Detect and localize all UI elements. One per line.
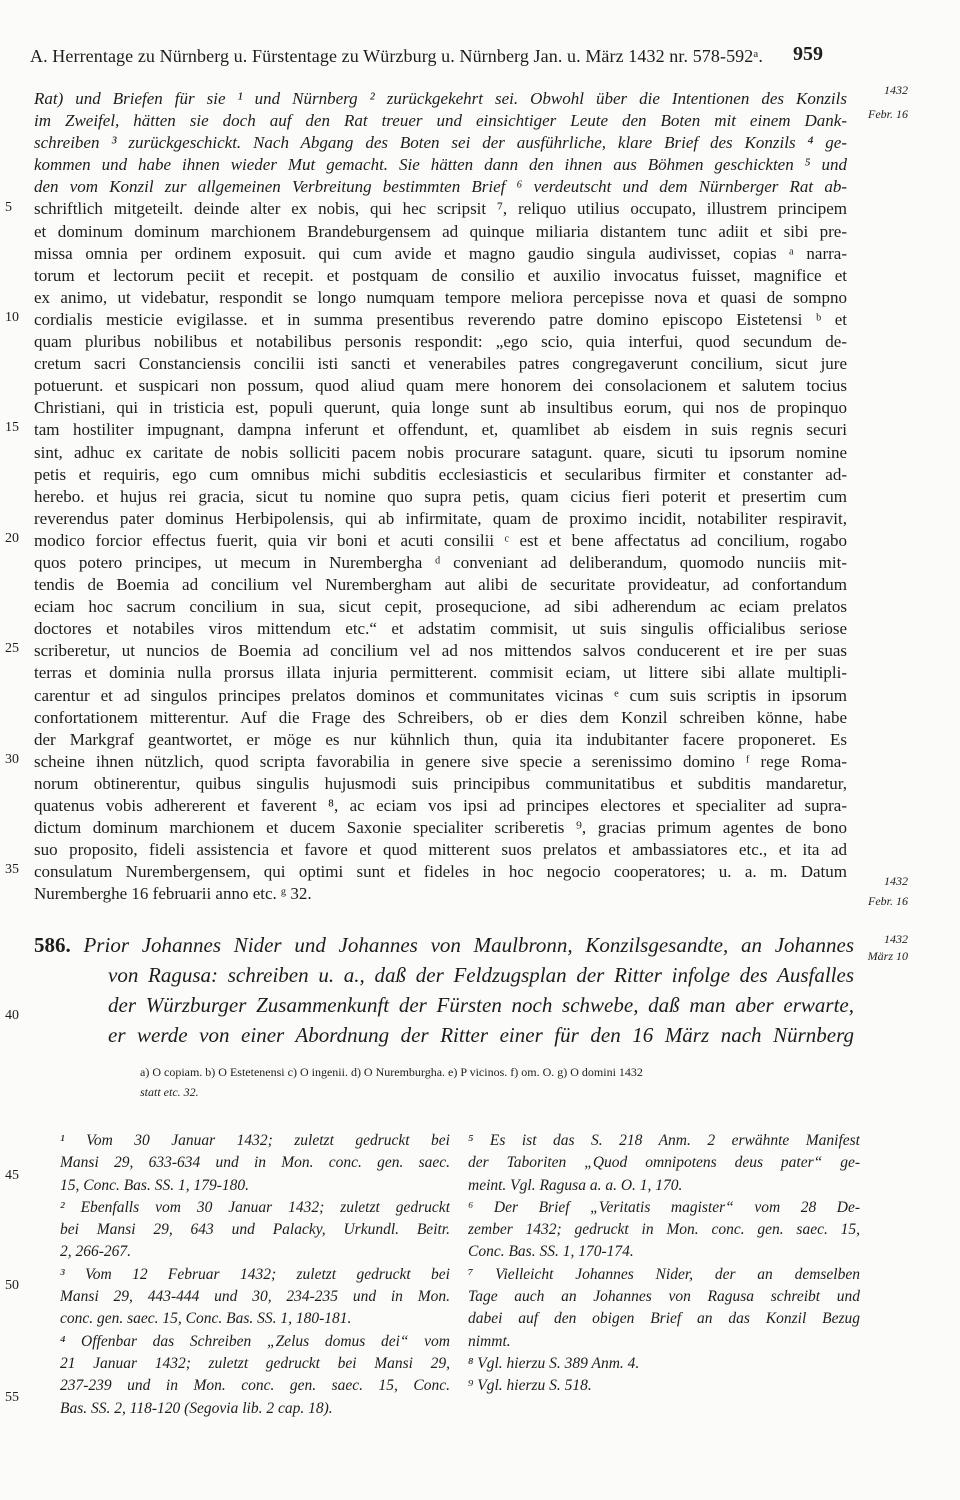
line-number: 40 <box>5 1008 19 1023</box>
page-number: 959 <box>793 43 823 65</box>
body-line: suo proposito, fideli assistencia et favore et quod mitterent suos prelatos et ambassiatores etc., et ita ad <box>34 840 847 860</box>
body-line: kommen und habe ihnen wieder Mut gemacht. Sie hätten dann den ihnen aus Böhmen geschickten ⁵ und <box>34 155 847 175</box>
body-line: scriberetur, ut nuncios de Boemia ad concilium vel ad nos mittendos salvos conducerent et ire per suas <box>34 641 847 661</box>
regest-line: der Würzburger Zusammenkunft der Fürsten noch schwebe, daß man aber erwarte, <box>108 993 854 1017</box>
margin-date-doc586: März 10 <box>867 949 908 963</box>
line-number: 25 <box>5 641 19 656</box>
body-line: quatenus vobis adhererent et faverent ⁸, ac eciam vos ipsi ad principes electores et specialiter ad supra- <box>34 796 847 815</box>
regest-line: von Ragusa: schreiben u. a., daß der Feldzugsplan der Ritter infolge des Ausfalles <box>108 963 854 987</box>
body-line: terras et dominia nulla prorsus illata injuria permitterent. commisit eciam, ut littere sibi allate multipli- <box>34 663 847 683</box>
footnote-line: dabei auf den obigen Brief an das Konzil Bezug <box>468 1310 860 1328</box>
footnote-line: der Taboriten „Quod omnipotens deus pater“ ge- <box>468 1154 860 1172</box>
footnote-line: Conc. Bas. SS. 1, 170-174. <box>468 1243 634 1261</box>
body-line: reverendus pater dominus Herbipolensis, qui ab infirmitate, quam de proximo incidit, notabiliter respiravit, <box>34 508 847 528</box>
variant-line: a) O copiam. b) O Estetenensi c) O ingenii. d) O Nuremburgha. e) P vicinos. f) om. O. g) O domini 1432 <box>140 1065 643 1079</box>
footnote-line: Mansi 29, 443-444 und 30, 234-235 und in Mon. <box>60 1288 450 1306</box>
body-line: ex animo, ut videbatur, respondit se longo numquam tempore meliora percepisse nova et quasi de sompno <box>34 287 847 307</box>
footnote-line: bei Mansi 29, 643 und Palacky, Urkundl. Beitr. <box>60 1221 450 1239</box>
line-number: 55 <box>5 1390 19 1405</box>
regest-line-1 <box>34 930 854 960</box>
body-line: quam pluribus nobilibus et notabilibus personis respondit: „ego scio, quia interfui, quod secundum de- <box>34 332 847 352</box>
body-line: confortationem mitterentur. Auf die Frage des Schreibers, ob er dies dem Konzil schreiben könne, habe <box>34 707 847 727</box>
body-line: tendis de Boemia ad concilium vel Nurembergham aut alibi de securitate provideatur, ad confortandum <box>34 575 847 595</box>
body-line: missa omnia per ordinem exposuit. qui cum avide et magno gaudio singula audivisset, copias ᵃ narra- <box>34 243 847 263</box>
body-line: quos potero principes, ut mecum in Nurembergha ᵈ conveniant ad deliberandum, quomodo nunciis mit- <box>34 552 847 572</box>
footnote-line: meint. Vgl. Ragusa a. a. O. 1, 170. <box>468 1176 683 1194</box>
regest-line: er werde von einer Abordnung der Ritter einer für den 16 März nach Nürnberg <box>108 1023 854 1047</box>
footnote-line: ¹ Vom 30 Januar 1432; zuletzt gedruckt bei <box>60 1132 450 1149</box>
body-line: sint, adhuc ex caritate de nobis solliciti pacem nobis procurare satagunt. quare, sicuti tu ipsorum nomine <box>34 442 847 462</box>
line-number: 10 <box>5 310 19 325</box>
body-line: tam hostiliter impugnant, dampna inferunt et offendunt, et, quamlibet ab eisdem in suis regnis securi <box>34 420 847 440</box>
body-line: Rat) und Briefen für sie ¹ und Nürnberg ² zurückgekehrt sei. Obwohl über die Intentionen des Konzils <box>34 89 847 108</box>
footnote-line: ³ Vom 12 Februar 1432; zuletzt gedruckt bei <box>60 1265 450 1283</box>
body-line: cretum sacri Constanciensis concilii isti sancti et venerabiles patres congregaverunt concilium, sicut jure <box>34 354 847 374</box>
document-586-regest <box>34 930 854 1050</box>
footnote-line: ⁷ Vielleicht Johannes Nider, der an demselben <box>468 1265 860 1283</box>
margin-year-top: 1432 <box>884 83 908 97</box>
footnote-line: 2, 266-267. <box>60 1243 132 1261</box>
line-number: 35 <box>5 862 19 877</box>
body-line: im Zweifel, hätten sie doch auf den Rat treuer und einsichtiger Leute den Boten mit einem Dank- <box>34 111 847 131</box>
line-number: 5 <box>5 200 12 215</box>
footnote-line: Tage auch an Johannes von Ragusa schreibt und <box>468 1288 860 1306</box>
body-line: consulatum Nurembergensem, qui optimi sunt et fideles in hoc negocio cooperatores; u. a. m. Datum <box>34 862 847 882</box>
footnote-line: ⁶ Der Brief „Veritatis magister“ vom 28 De- <box>468 1198 860 1216</box>
body-line: Christiani, qui in tristicia est, populi querunt, quia longe sunt ab insultibus eorum, qui nos de propinquo <box>34 398 847 418</box>
line-number: 20 <box>5 531 19 546</box>
footnote-line: Bas. SS. 2, 118-120 (Segovia lib. 2 cap. 18). <box>60 1399 333 1417</box>
body-line: norum obtinerentur, quibus singulis hujusmodi suis principibus communitatibus et subditis mandaretur, <box>34 773 847 793</box>
margin-date-top: Febr. 16 <box>868 107 908 121</box>
body-line: cordialis mesticie evigilasse. et in summa presentibus reverendo patre domino episcopo Eistetensi ᵇ et <box>34 309 847 329</box>
body-line: schreiben ³ zurückgeschickt. Nach Abgang des Boten sei der ausführliche, klare Brief des Konzils ⁴ ge- <box>34 133 847 153</box>
footnote-line: zember 1432; gedruckt in Mon. conc. gen. saec. 15, <box>468 1221 860 1239</box>
footnote-line: ⁵ Es ist das S. 218 Anm. 2 erwähnte Manifest <box>468 1132 860 1149</box>
variant-readings <box>140 1062 870 1102</box>
body-line: eciam hoc sacrum concilium in sua, sicut cepit, prosequcione, ad sibi adherendum ac eciam prelatos <box>34 597 847 617</box>
margin-year-bottom: 1432 <box>884 874 908 888</box>
body-line: herebo. et hujus rei gracia, sicut tu nomine quo supra petis, quam cicius fieri poterit et presertim cum <box>34 486 847 506</box>
footnote-line: ⁴ Offenbar das Schreiben „Zelus domus dei“ vom <box>60 1332 450 1350</box>
footnote-line: 21 Januar 1432; zuletzt gedruckt bei Mansi 29, <box>60 1354 450 1372</box>
footnote-line: 237-239 und in Mon. conc. gen. saec. 15, Conc. <box>60 1377 450 1395</box>
footnote-line: ⁹ Vgl. hierzu S. 518. <box>468 1377 592 1395</box>
body-line: torum et lectorum peciit et recepit. et postquam de consilio et auxilio invocatus fuisset, magnifice et <box>34 265 847 285</box>
line-number: 30 <box>5 752 19 767</box>
body-line: petis et requiris, ego cum omnibus michi subditis ecclesiasticis et secularibus firmiter et constanter ad- <box>34 464 847 484</box>
footnote-line: ² Ebenfalls vom 30 Januar 1432; zuletzt gedruckt <box>60 1198 450 1216</box>
body-line: den vom Konzil zur allgemeinen Verbreitung bestimmten Brief ⁶ verdeutscht und dem Nürnberger Rat ab- <box>34 177 847 197</box>
body-line: Nuremberghe 16 februarii anno etc. ᵍ 32. <box>34 884 312 904</box>
body-line: modico forcior effectus fuerit, quia vir boni et acuti consilii ᶜ est et bene affectatus ad concilium, rogabo <box>34 530 847 550</box>
footnote-line: conc. gen. saec. 15, Conc. Bas. SS. 1, 180-181. <box>60 1310 352 1328</box>
line-number: 45 <box>5 1168 19 1183</box>
document-number: 586. <box>34 933 71 957</box>
margin-date-bottom: Febr. 16 <box>868 894 908 908</box>
variant-line: statt etc. 32. <box>140 1085 199 1099</box>
footnote-line: Mansi 29, 633-634 und in Mon. conc. gen. saec. <box>60 1154 450 1172</box>
body-line: schriftlich mitgeteilt. deinde alter ex nobis, qui hec scripsit ⁷, reliquo utilius occupato, illustrem principem <box>34 199 847 219</box>
body-line: potuerunt. et suspicari non possum, quod aliud quam mere honorem dei consolacionem et salutem tocius <box>34 376 847 396</box>
body-line: et dominum dominum marchionem Brandeburgensem ad quinque miliaria distantem tunc adiit et sibi pre- <box>34 221 847 241</box>
footnotes-left <box>60 1130 450 1420</box>
footnote-line: nimmt. <box>468 1332 511 1350</box>
body-line: dictum dominum marchionem et ducem Saxonie specialiter scriberetis ⁹, gracias primum agentes de bono <box>34 818 847 838</box>
footnote-line: ⁸ Vgl. hierzu S. 389 Anm. 4. <box>468 1354 640 1372</box>
regest-text: Prior Johannes Nider und Johannes von Maulbronn, Konzilsgesandte, an Johannes <box>83 933 854 957</box>
body-line: der Markgraf geantwortet, er möge es nur kühnlich thun, quia ita indubitanter facere proponeret. Es <box>34 729 847 749</box>
line-number: 15 <box>5 420 19 435</box>
footnote-line: 15, Conc. Bas. SS. 1, 179-180. <box>60 1176 250 1194</box>
line-number: 50 <box>5 1278 19 1293</box>
running-title: A. Herrentage zu Nürnberg u. Fürstentage zu Würzburg u. Nürnberg Jan. u. März 1432 nr. 578-592ᵃ. <box>30 46 764 66</box>
document-body <box>34 88 847 905</box>
body-line: carentur et ad singulos principes prelatos dominos et communitates vicinas ᵉ cum suis scriptis in ipsorum <box>34 685 847 705</box>
margin-year-doc586: 1432 <box>884 932 908 946</box>
body-line: doctores et notabiles viros mittendum etc.“ et adstatim commisit, ut suis singulis officialibus seriose <box>34 619 847 639</box>
body-line: scheine ihnen nützlich, quod scripta favorabilia in genere sive specie a serenissimo domino ᶠ rege Roma- <box>34 751 847 771</box>
footnotes-right <box>468 1130 860 1398</box>
